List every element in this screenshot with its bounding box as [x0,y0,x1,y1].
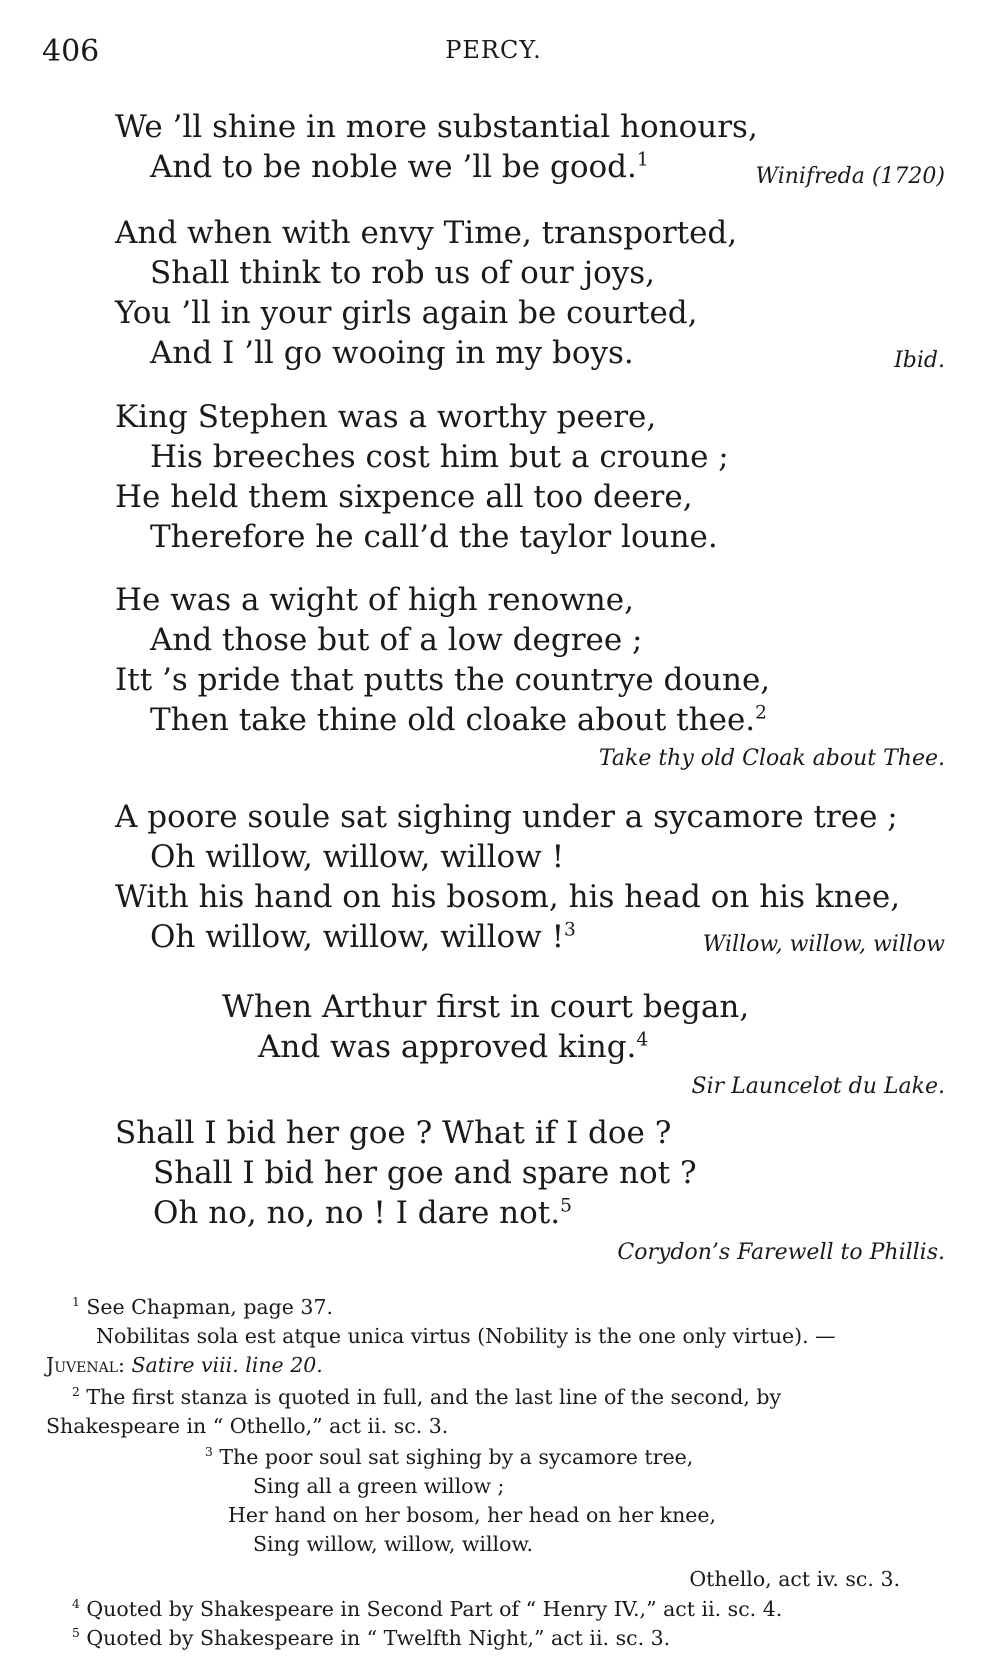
citation: Corydon’s Farewell to Phillis. [617,1240,945,1265]
footnote-1-source: Juvenal: Satire viii. line 20. [46,1353,323,1377]
verse-line: He held them sixpence all too deere, [115,479,693,515]
footnote-3-citation: Othello, act iv. sc. 3. [689,1567,900,1591]
verse-line: Therefore he call’d the taylor loune. [150,519,718,555]
verse-line: Shall I bid her goe ? What if I doe ? [115,1115,672,1151]
page-header [42,34,945,74]
verse-line: King Stephen was a worthy peere, [115,399,657,435]
verse-line: And when with envy Time, transported, [115,215,738,251]
footnote-3-verse: Sing all a green willow ; [253,1474,505,1498]
footnote-ref: 1 [636,149,649,171]
verse-line: His breeches cost him but a croune ; [150,439,729,475]
citation: Winifreda (1720) [755,164,945,189]
citation: Sir Launcelot du Lake. [691,1074,945,1099]
verse-line: Shall think to rob us of our joys, [150,255,656,291]
verse-line: You ’ll in your girls again be courted, [115,295,698,331]
footnote-5: $^5$ Quoted by Shakespeare in “ Twelfth Night,” act ii. sc. 3. [72,1626,671,1650]
verse-line: And to be noble we ’ll be good.$^1$ [150,149,649,185]
citation: Ibid. [894,348,945,373]
verse-line: Shall I bid her goe and spare not ? [153,1155,697,1191]
verse-line: Then take thine old cloake about thee.$^2$ [150,702,767,738]
verse-line: A poore soule sat sighing under a sycamore tree ; [115,799,898,835]
running-title: PERCY. [445,36,542,64]
verse-line: When Arthur first in court began, [222,989,750,1025]
footnote-2-cont: Shakespeare in “ Othello,” act ii. sc. 3. [46,1414,449,1438]
citation: Willow, willow, willow [702,932,945,957]
verse-line: He was a wight of high renowne, [115,582,634,618]
footnote-1-latin: Nobilitas sola est atque unica virtus (Nobility is the one only virtue). — [96,1324,836,1348]
footnote-2: $^2$ The first stanza is quoted in full, and the last line of the second, by [72,1385,782,1409]
footnote-ref: 3 [564,919,576,941]
footnote-3: $^3$ The poor soul sat sighing by a sycamore tree, [205,1445,694,1469]
verse-line: And was approved king.$^4$ [258,1029,649,1065]
verse-line: Oh willow, willow, willow !$^3$ [150,919,576,955]
verse-line: And those but of a low degree ; [150,622,643,658]
footnote-1: $^1$ See Chapman, page 37. [72,1295,334,1319]
verse-line: And I ’ll go wooing in my boys. [150,335,634,371]
verse-line: Itt ’s pride that putts the countrye doune, [115,662,771,698]
verse-line: We ’ll shine in more substantial honours, [115,109,758,145]
footnote-4: $^4$ Quoted by Shakespeare in Second Part of “ Henry IV.,” act ii. sc. 4. [72,1597,783,1621]
verse-line: With his hand on his bosom, his head on his knee, [115,879,901,915]
verse-line: Oh willow, willow, willow ! [150,839,565,875]
page-number: 406 [42,34,100,69]
verse-line: Oh no, no, no ! I dare not.$^5$ [153,1195,572,1231]
footnote-ref: 4 [636,1029,649,1051]
footnote-3-verse: Sing willow, willow, willow. [253,1532,534,1556]
citation: Take thy old Cloak about Thee. [598,746,945,771]
footnote-ref: 2 [755,702,767,724]
footnote-3-verse: Her hand on her bosom, her head on her knee, [228,1503,717,1527]
footnote-ref: 5 [560,1195,572,1217]
